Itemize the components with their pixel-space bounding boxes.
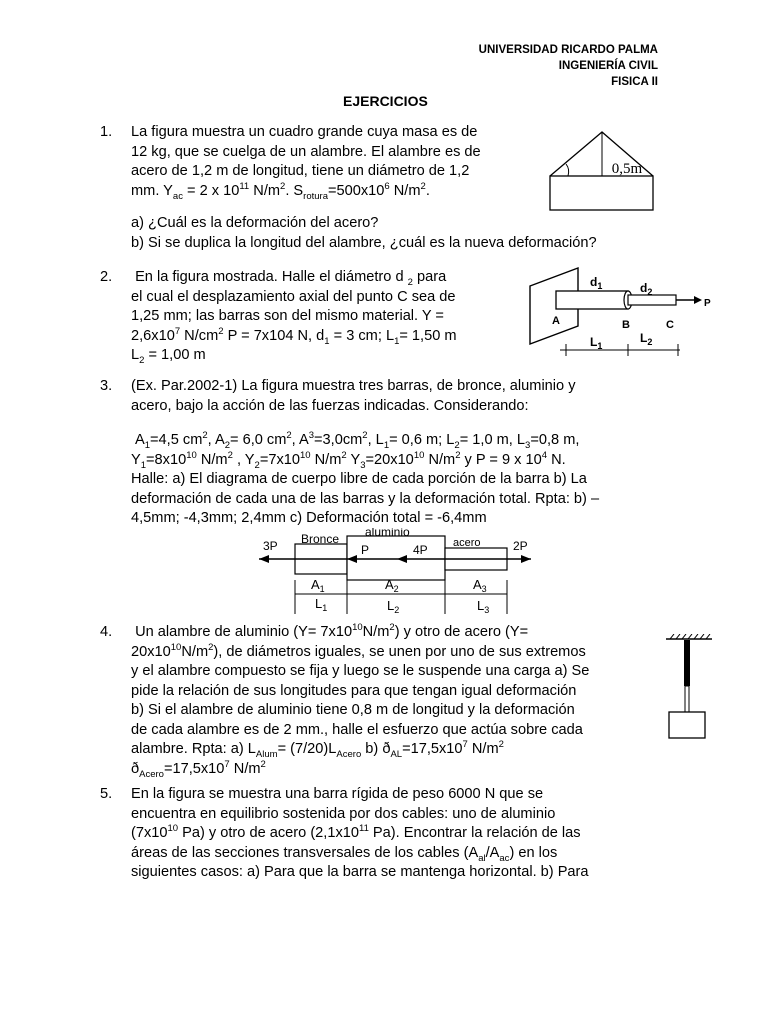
document-header	[479, 42, 658, 90]
l1-label: $L_1$	[315, 596, 328, 613]
problem-text-line: 12 kg, que se cuelga de un alambre. El alambre es de	[131, 143, 481, 160]
l1-label: $L_1$	[590, 335, 603, 351]
a2-label: $A_2$	[385, 577, 399, 594]
problem-number: 5.	[100, 786, 113, 802]
force-4p-label: 4P	[413, 543, 428, 557]
length-label: 0,5m	[611, 161, 643, 177]
problem-text-line: En la figura se muestra una barra rígida de peso 6000 N que se	[131, 786, 544, 802]
acero-label: acero	[453, 537, 481, 549]
question-b: b) Si se duplica la longitud del alambre, ¿cuál es la nueva deformación?	[131, 234, 597, 251]
force-3p-label: 3P	[263, 539, 278, 553]
d1-label: $d_1$	[590, 275, 603, 291]
problem-text-line: En la figura mostrada. Halle el diámetro d $_2$ para	[135, 269, 447, 288]
problem-4	[100, 622, 643, 780]
problem-text-line: Un alambre de aluminio $(Y= 7x10^{10}N/m^2)$ y otro de acero (Y=	[135, 622, 529, 640]
problem-text-line: 1,25 mm; las barras son del mismo material. Y =	[131, 308, 444, 324]
problem-1	[100, 123, 529, 202]
problem-text-line: encuentra en equilibrio sostenida por dos cables: uno de aluminio	[131, 805, 556, 822]
problem-text-line: 4,5mm; -4,3mm; 2,4mm c) Deformación total = -6,4mm	[131, 510, 487, 526]
problem-3	[100, 377, 658, 529]
problem-text-line: deformación de cada una de las barras y la deformación total. Rpta: b) –	[131, 490, 600, 507]
problem-5	[100, 785, 658, 883]
problem-1-questions	[131, 214, 671, 253]
problem-text-line: La figura muestra un cuadro grande cuya masa es de	[131, 124, 478, 140]
university-name: UNIVERSIDAD RICARDO PALMA	[478, 44, 658, 56]
stepped-bar-figure	[526, 264, 716, 360]
aluminio-label: aluminio	[365, 528, 410, 539]
point-a-label: A	[552, 315, 560, 327]
problem-data-line: $Y_1=8x10^{10}$ $N/m^2$ , $Y_2=7x10^{10}$ $N/m^2$ $Y_3=20x10^{10}$ $N/m^2$ y P = 9 x $10^4$ N.	[131, 449, 566, 471]
problem-answer-line: alambre. Rpta: a) $L_{Alum}= (7/20)L_{Acero}$ b) $ð_{AL}=17,5x10^7$ $N/m^2$	[131, 739, 504, 760]
three-bars-figure	[255, 528, 535, 620]
problem-text-line: $L_2 = 1,00$ m	[131, 347, 206, 366]
problem-text-line: siguientes casos: a) Para que la barra se mantenga horizontal. b) Para	[131, 864, 589, 880]
problem-answer-line: $ð_{Acero}=17,5x10^7$ $N/m^2$	[131, 758, 266, 780]
l2-label: $L_2$	[640, 331, 653, 347]
a3-label: $A_3$	[473, 577, 487, 594]
problem-text-line: pide la relación de sus longitudes para que tengan igual deformación	[131, 682, 577, 699]
problem-text-line: $20x10^{10}N/m^2$), de diámetros iguales, se unen por uno de sus extremos	[131, 641, 586, 660]
problem-text-line: Halle: a) El diagrama de cuerpo libre de cada porción de la barra b) La	[131, 471, 587, 487]
bronce-label: Bronce	[301, 532, 340, 546]
frame-hanging-figure	[548, 128, 656, 212]
course-name: FISICA II	[611, 76, 658, 88]
problem-text-line: acero, bajo la acción de las fuerzas indicadas. Considerando:	[131, 397, 529, 414]
force-2p-label: 2P	[513, 539, 528, 553]
point-b-label: B	[622, 319, 630, 331]
problem-text-line: y el alambre compuesto se fija y luego se le suspende una carga a) Se	[131, 663, 590, 679]
problem-number: 2.	[100, 269, 113, 285]
l2-label: $L_2$	[387, 598, 400, 615]
problem-number: 4.	[100, 624, 113, 640]
composite-wire-figure	[664, 634, 714, 740]
problem-text-line: áreas de las secciones transversales de los cables $(A_{al}/A_{ac})$ en los	[131, 844, 558, 864]
problem-number: 3.	[100, 378, 113, 394]
l3-label: $L_3$	[477, 598, 490, 615]
problem-text-line: el cual el desplazamiento axial del punto C sea de	[131, 288, 456, 305]
problem-text-line: ($7x10^{10}$ Pa) y otro de acero ($2,1x10^{11}$ Pa). Encontrar la relación de las	[131, 823, 581, 841]
problem-text-line: (Ex. Par.2002-1) La figura muestra tres barras, de bronce, aluminio y	[131, 378, 576, 394]
question-a: a) ¿Cuál es la deformación del acero?	[131, 215, 379, 231]
force-p-label: P	[361, 543, 370, 557]
problem-text-line: $2,6x10^7$ $N/cm^2$ P = 7x104 N, $d_1 = 3$ cm; $L_1= 1,50$ m	[131, 325, 457, 347]
problem-text-line: de cada alambre es de 2 mm., halle el esfuerzo que actúa sobre cada	[131, 721, 583, 738]
problem-equation-line: mm. $Y_{ac} = 2$ x $10^{11}$ $N/m^2$. $S_{rotura}=500x10^6$ $N/m^2$.	[131, 180, 430, 202]
problem-text-line: acero de 1,2 m de longitud, tiene un diámetro de 1,2	[131, 163, 470, 179]
d2-label: $d_2$	[640, 281, 653, 297]
page-title: EJERCICIOS	[343, 93, 428, 109]
force-p-label: P	[704, 298, 711, 309]
faculty-name: INGENIERÍA CIVIL	[558, 60, 658, 72]
problem-data-line: $A_1=4,5$ $cm^2$, $A_2= 6,0$ $cm^2$, $A^3=3,0cm^2$, $L_1= 0,6$ m; $L_2= 1,0$ m, $L_3=0,8$ m,	[135, 430, 580, 451]
problem-text-line: b) Si el alambre de aluminio tiene 0,8 m de longitud y la deformación	[131, 702, 575, 718]
problem-number: 1.	[100, 124, 113, 140]
a1-label: $A_1$	[311, 577, 325, 594]
point-c-label: C	[666, 319, 674, 331]
problem-2	[100, 268, 503, 366]
